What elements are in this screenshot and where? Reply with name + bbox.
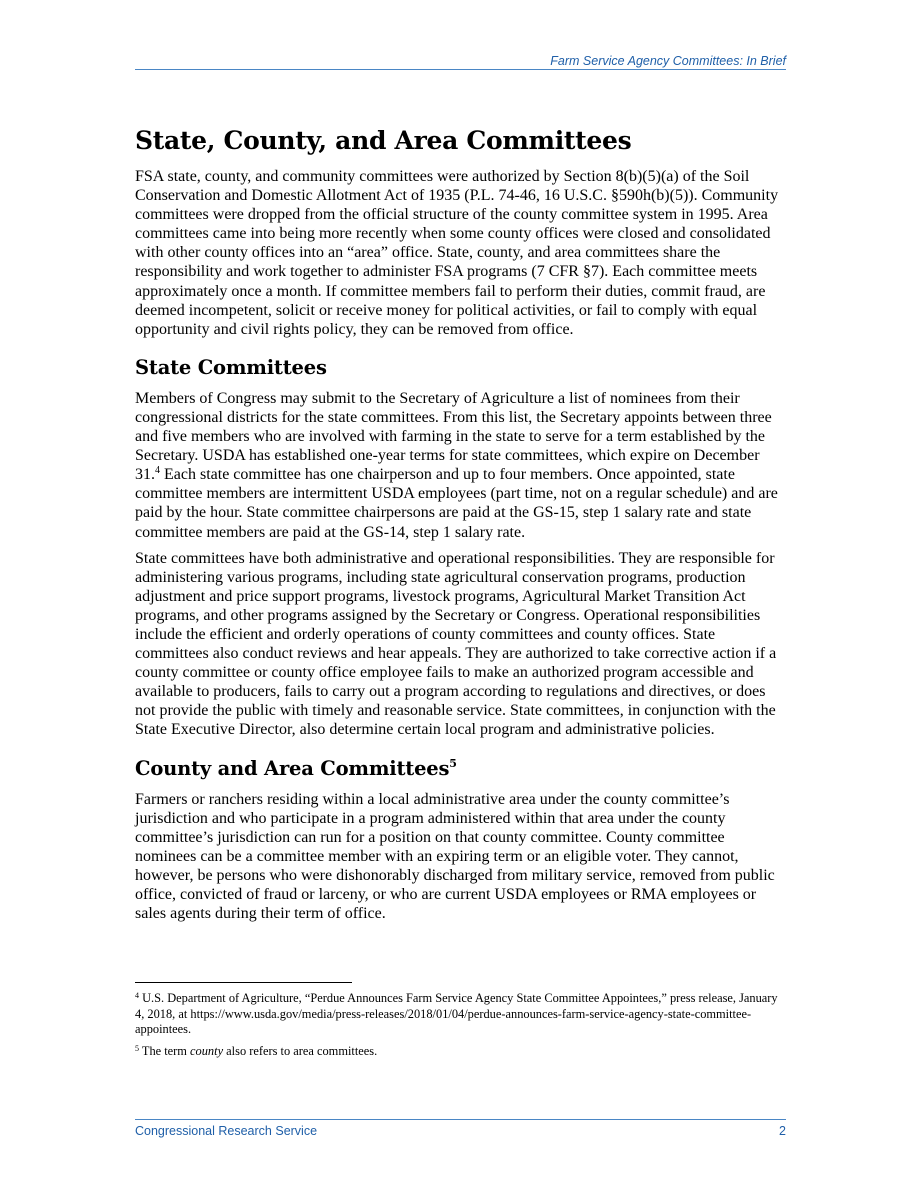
county-committees-heading [135,756,786,782]
county-committees-paragraph-1: Farmers or ranchers residing within a local administrative area under the county committee’s jurisdiction and who participate in a program administered within that area under the county committee’s jurisdiction can run for a position on that county committee. County committee nominees can be a committee member with an expiring term or an eligible voter. They cannot, however, be persons who were dishonorably discharged from military service, removed from public office, convicted of fraud or larceny, or who are current USDA employees or RMA employees or sales agents during their term of office. [135,790,775,923]
paragraph-text: Members of Congress may submit to the Secretary of Agriculture a list of nominees from their congressional districts for the state committees. From this list, the Secretary appoints between three and five members who are involved with farming in the state to serve for a term established by the Secretary. USDA has established one-year terms for state committees, which expire on December 31. [135,389,772,484]
state-committees-heading: State Committees [135,355,327,379]
footnote-4 [135,991,786,1038]
footnote-separator [135,982,352,983]
footnote-text: also refers to area committees. [223,1043,378,1058]
intro-paragraph: FSA state, county, and community committees were authorized by Section 8(b)(5)(a) of the Soil Conservation and Domestic Allotment Act of 1935 (P.L. 74-46, 16 U.S.C. §590h(b)(5)). Community committees were dropped from the official structure of the county committee system in 1995. Area committees came into being more recently when some county offices were closed and consolidated with other county offices into an “area” office. State, county, and area committees share the responsibility and work together to administer FSA programs (7 CFR §7). Each committee meets approximately once a month. If committee members fail to perform their duties, commit fraud, are deemed incompetent, solicit or receive money for political activities, or fail to comply with equal opportunity and civil rights policy, they can be removed from office. [135,168,779,338]
heading-text: County and Area Committees [135,756,450,780]
footnote-text: The term [139,1043,191,1058]
state-committees-paragraph-1 [135,389,786,542]
footnote-text: U.S. Department of Agriculture, “Perdue Announces Farm Service Agency State Committee Appointees,” press release, January 4, 2018, at https://www.usda.gov/media/press-releases/2018/01/04/perdue-announces-farm-service-agency-state-committee-appointees. [135,991,778,1037]
footnote-ref-5[interactable]: 5 [449,756,457,770]
footnote-ref-4[interactable]: 4 [155,465,160,477]
footnotes [135,991,786,1065]
running-header-title: Farm Service Agency Committees: In Brief [550,54,786,68]
header-rule [135,69,786,70]
footer-organization: Congressional Research Service [135,1124,318,1138]
footer-rule [135,1119,786,1120]
page-number: 2 [779,1124,786,1138]
page-footer [135,1124,786,1138]
footnote-5 [135,1044,786,1060]
state-committees-paragraph-2: State committees have both administrative and operational responsibilities. They are responsible for administering various programs, including state agricultural conservation programs, production adjustment and price support programs, livestock programs, Agricultural Market Transition Act programs, and other programs assigned by the Secretary or Congress. Operational responsibilities include the efficient and orderly operations of county committees and county offices. State committees also conduct reviews and hear appeals. They are authorized to take corrective action if a county committee or county office employee fails to make an authorized program accessible and available to producers, fails to carry out a program according to regulations and directives, or does not provide the public with timely and reasonable service. State committees, in conjunction with the State Executive Director, also determine certain local program and administrative policies. [135,549,777,739]
section-title: State, County, and Area Committees [135,126,632,155]
footnote-number: 4 [135,991,139,1000]
paragraph-text: Each state committee has one chairperson and up to four members. Once appointed, state committee members are intermittent USDA employees (part time, not on a regular schedule) and are paid by the hour. State committee chairpersons are paid at the GS-15, step 1 salary rate and state committee members are paid at the GS-14, step 1 salary rate. [135,466,778,541]
footnote-emphasis: county [190,1043,224,1058]
footnote-number: 5 [135,1043,139,1053]
main-content [135,124,786,930]
